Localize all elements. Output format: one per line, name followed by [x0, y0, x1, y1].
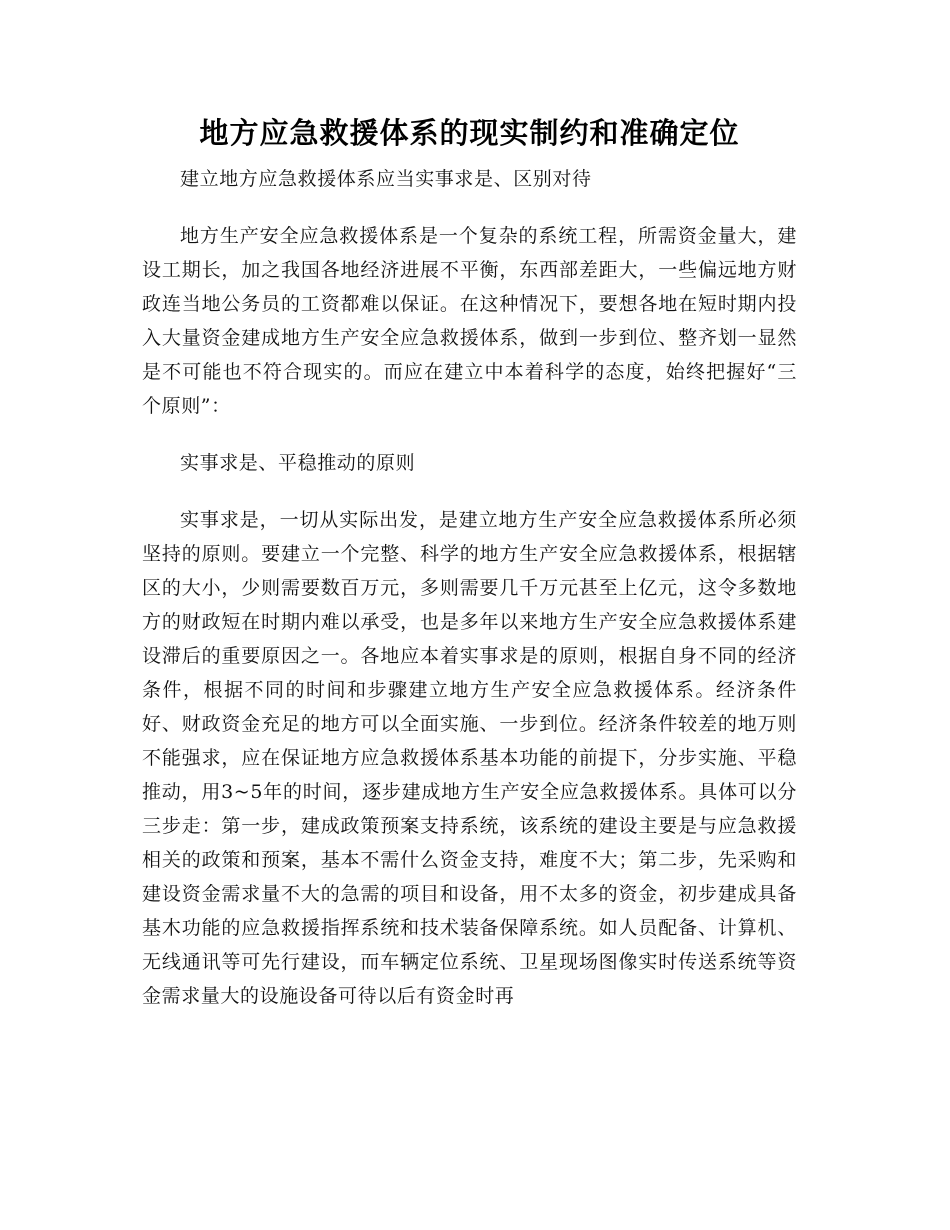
document-title: 地方应急救援体系的现实制约和准确定位	[199, 116, 740, 150]
paragraph-2: 实事求是，一切从实际出发，是建立地方生产安全应急救援体系所必须坚持的原则。要建立一个完整、科学的地方生产安全应急救援体系，根据辖区的大小，少则需要数百万元，多则需要几千万元甚至上亿元，这令多数地方的财政短在时期内难以承受，也是多年以来地方生产安全应急救援体系建设滞后的重要原因之一。各地应本着实事求是的原则，根据自身不同的经济条件，根据不同的时间和步骤建立地方生产安全应急救援体系。经济条件好、财政资金充足的地方可以全面实施、一步到位。经济条件较差的地万则不能强求，应在保证地方应急救援体系基本功能的前提下，分步实施、平稳推动，用3~5年的时间，逐步建成地方生产安全应急救援体系。具体可以分三步走：第一步，建成政策预案支持系统，该系统的建设主要是与应急救援相关的政策和预案，基本不需什么资金支持，难度不大；第二步，先采购和建设资金需求量不大的急需的项目和设备，用不太多的资金，初步建成具备基木功能的应急救援指挥系统和技术装备保障系统。如人员配备、计算机、无线通讯等可先行建设，而车辆定位系统、卫星现场图像实时传送系统等资金需求量大的设施设备可待以后有资金时再	[142, 509, 797, 1007]
paragraph-gap	[142, 480, 797, 503]
paragraph-gap	[142, 423, 797, 446]
section-heading-1: 建立地方应急救援体系应当实事求是、区别对待	[180, 168, 592, 190]
paragraph-gap	[142, 196, 797, 219]
paragraph-1: 地方生产安全应急救援体系是一个复杂的系统工程，所需资金量大，建设工期长，加之我国各地经济进展不平衡，东西部差距大，一些偏远地方财政连当地公务员的工资都难以保证。在这种情况下，要想各地在短时期内投入大量资金建成地方生产安全应急救援体系，做到一步到位、整齐划一显然是不可能也不符合现实的。而应在建立中本着科学的态度，始终把握好“三个原则”：	[142, 225, 797, 417]
document-body	[142, 104, 797, 1013]
section-heading-2: 实事求是、平稳推动的原则	[180, 452, 416, 474]
